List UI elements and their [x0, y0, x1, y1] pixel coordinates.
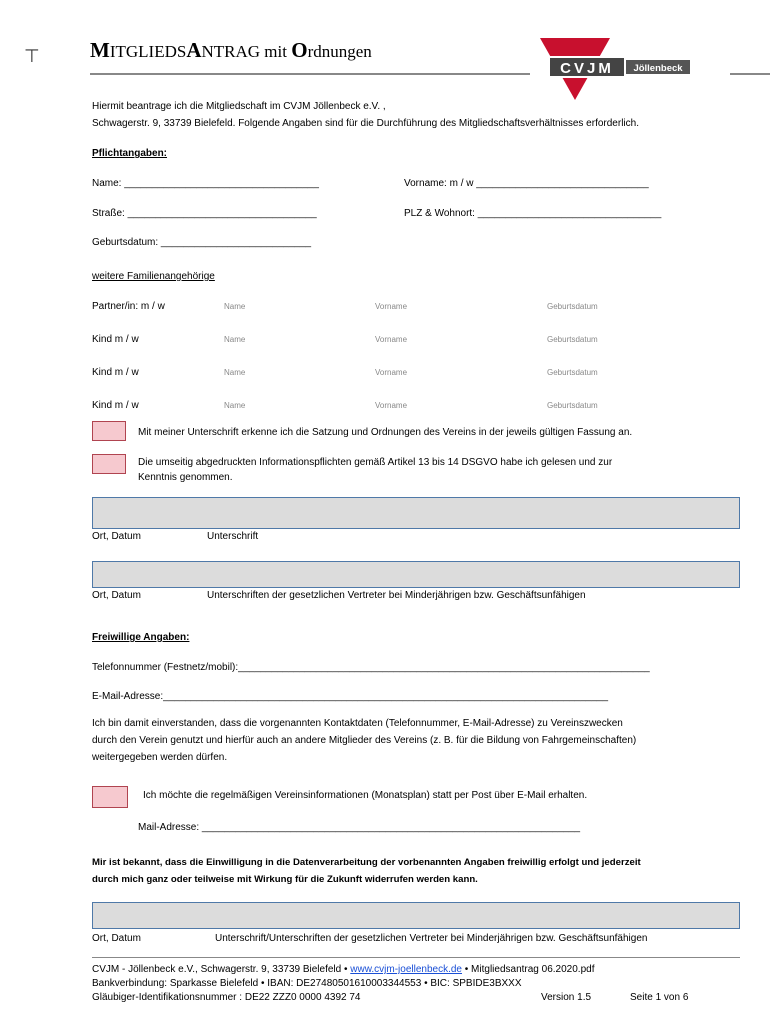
- website-link[interactable]: www.cvjm-joellenbeck.de: [350, 964, 462, 975]
- title-part: rdnungen: [307, 42, 372, 61]
- strasse-field[interactable]: Straße: __________________________________: [92, 208, 317, 219]
- voluntary-heading: Freiwillige Angaben:: [92, 632, 190, 643]
- family-name-field[interactable]: Name: [224, 401, 246, 410]
- signature-box-1[interactable]: [92, 497, 740, 529]
- email-field[interactable]: E-Mail-Adresse:________________________________________________________________________________: [92, 691, 609, 702]
- mandatory-heading: Pflichtangaben:: [92, 148, 168, 159]
- monthly-email-label: Ich möchte die regelmäßigen Vereinsinformationen (Monatsplan) statt per Post über E-Mail erhalten.: [143, 790, 588, 801]
- footer-line-1: [92, 963, 594, 976]
- family-geburtsdatum-field[interactable]: Geburtsdatum: [547, 302, 598, 311]
- family-row-label: Kind m / w: [92, 334, 139, 345]
- geburtsdatum-field[interactable]: Geburtsdatum: ___________________________: [92, 237, 312, 248]
- signature-box-2[interactable]: [92, 561, 740, 588]
- svg-text:CVJM: CVJM: [560, 60, 614, 77]
- family-row-label: Kind m / w: [92, 400, 139, 411]
- svg-text:Jöllenbeck: Jöllenbeck: [633, 63, 683, 74]
- family-vorname-field[interactable]: Vorname: [375, 302, 408, 311]
- family-vorname-field[interactable]: Vorname: [375, 368, 408, 377]
- monthly-email-checkbox[interactable]: [92, 786, 128, 808]
- signature-2-ort-datum: Ort, Datum: [92, 590, 141, 601]
- family-heading: weitere Familienangehörige: [92, 271, 215, 282]
- family-name-field[interactable]: Name: [224, 302, 246, 311]
- revocation-notice-line-2: durch mich ganz oder teilweise mit Wirkung für die Zukunft widerrufen werden kann.: [92, 874, 478, 885]
- name-field[interactable]: Name: ___________________________________: [92, 178, 319, 189]
- family-geburtsdatum-field[interactable]: Geburtsdatum: [547, 335, 598, 344]
- statute-consent-checkbox[interactable]: [92, 421, 126, 441]
- family-name-field[interactable]: Name: [224, 335, 246, 344]
- title-part: ITGLIEDS: [109, 42, 187, 61]
- family-geburtsdatum-field[interactable]: Geburtsdatum: [547, 401, 598, 410]
- footer-filename: • Mitgliedsantrag 06.2020.pdf: [462, 964, 595, 975]
- footer-page-number: Seite 1 von 6: [630, 992, 689, 1003]
- signature-1-label: Unterschrift: [207, 531, 259, 542]
- signature-box-3[interactable]: [92, 902, 740, 929]
- intro-line-2: Schwagerstr. 9, 33739 Bielefeld. Folgende Angaben sind für die Durchführung des Mitgliedschaftsverhältnisses erforderlich.: [92, 118, 639, 129]
- cvjm-triangle-icon: [540, 38, 710, 100]
- contact-consent-line-3: weitergegeben werden dürfen.: [92, 752, 228, 763]
- telefon-field[interactable]: Telefonnummer (Festnetz/mobil):__________________________________________________________________________: [92, 662, 650, 673]
- family-vorname-field[interactable]: Vorname: [375, 335, 408, 344]
- title-part: NTRAG mit: [201, 42, 292, 61]
- signature-3-label: Unterschrift/Unterschriften der gesetzlichen Vertreter bei Minderjährigen bzw. Geschäftsunfähigen: [215, 933, 648, 944]
- title-part: A: [186, 38, 202, 62]
- footer-divider: [92, 957, 740, 958]
- family-row-label: Kind m / w: [92, 367, 139, 378]
- intro-line-1: Hiermit beantrage ich die Mitgliedschaft im CVJM Jöllenbeck e.V. ,: [92, 101, 386, 112]
- cvjm-logo: [540, 38, 710, 100]
- contact-consent-line-2: durch den Verein genutzt und hierfür auch an andere Mitglieder des Vereins (z. B. für die Bildung von Fahrgemeinschaften): [92, 735, 637, 746]
- signature-1-ort-datum: Ort, Datum: [92, 531, 141, 542]
- header-rule-right: [730, 73, 770, 75]
- title-part: O: [291, 38, 308, 62]
- dsgvo-consent-label-line-1: Die umseitig abgedruckten Informationspflichten gemäß Artikel 13 bis 14 DSGVO habe ich gelesen und zur: [138, 457, 613, 468]
- dsgvo-consent-checkbox[interactable]: [92, 454, 126, 474]
- corner-mark: ⊤: [24, 46, 40, 66]
- footer-bank: Bankverbindung: Sparkasse Bielefeld • IBAN: DE27480501610003344553 • BIC: SPBIDE3BXXX: [92, 978, 522, 989]
- signature-3-ort-datum: Ort, Datum: [92, 933, 141, 944]
- title-part: M: [90, 38, 110, 62]
- mail-address-field[interactable]: Mail-Adresse: ____________________________________________________________________: [138, 822, 581, 833]
- header-rule-left: [90, 73, 530, 75]
- vorname-field[interactable]: Vorname: m / w _______________________________: [404, 178, 649, 189]
- signature-2-label: Unterschriften der gesetzlichen Vertreter bei Minderjährigen bzw. Geschäftsunfähigen: [207, 590, 586, 601]
- family-row-label: Partner/in: m / w: [92, 301, 165, 312]
- dsgvo-consent-label-line-2: Kenntnis genommen.: [138, 472, 233, 483]
- footer-creditor-id: Gläubiger-Identifikationsnummer : DE22 ZZZ0 0000 4392 74: [92, 992, 361, 1003]
- family-name-field[interactable]: Name: [224, 368, 246, 377]
- contact-consent-line-1: Ich bin damit einverstanden, dass die vorgenannten Kontaktdaten (Telefonnummer, E-Mail-Adresse) zu Vereinszwecken: [92, 718, 623, 729]
- footer-address: CVJM - Jöllenbeck e.V., Schwagerstr. 9, 33739 Bielefeld •: [92, 964, 351, 975]
- family-vorname-field[interactable]: Vorname: [375, 401, 408, 410]
- page-title: [90, 38, 372, 63]
- statute-consent-label: Mit meiner Unterschrift erkenne ich die Satzung und Ordnungen des Vereins in der jeweils gültigen Fassung an.: [138, 427, 633, 438]
- revocation-notice-line-1: Mir ist bekannt, dass die Einwilligung in die Datenverarbeitung der vorbenannten Angaben freiwillig erfolgt und jederzeit: [92, 857, 641, 868]
- footer-version: Version 1.5: [541, 992, 592, 1003]
- family-geburtsdatum-field[interactable]: Geburtsdatum: [547, 368, 598, 377]
- plz-field[interactable]: PLZ & Wohnort: _________________________________: [404, 208, 662, 219]
